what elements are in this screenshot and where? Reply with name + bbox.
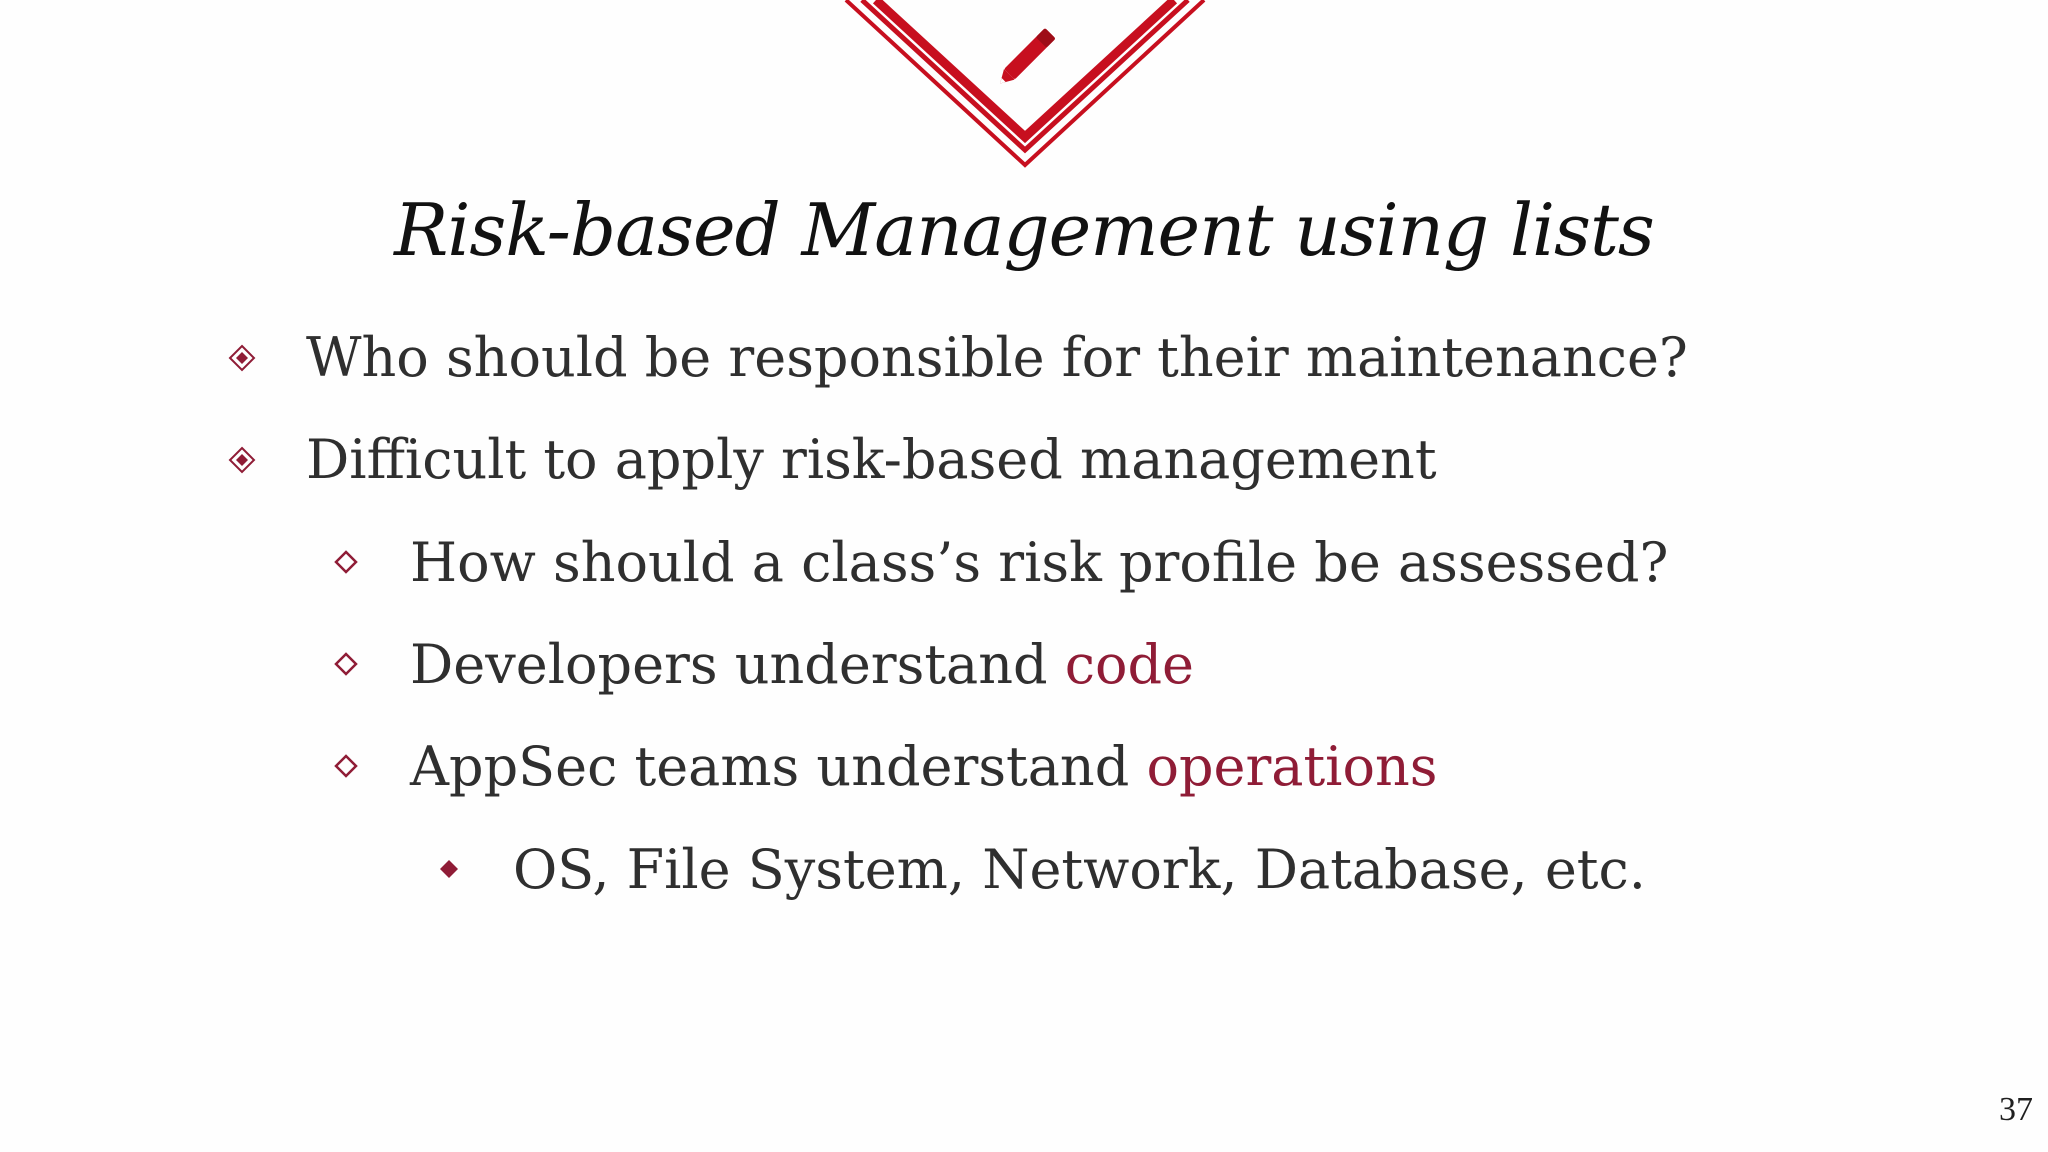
list-item-text: OS, File System, Network, Database, etc. <box>513 838 1646 901</box>
list-item-prefix: AppSec teams understand <box>410 735 1147 798</box>
list-item-text: Difficult to apply risk-based management <box>306 428 1437 491</box>
list-item-text <box>410 629 1194 701</box>
diamond-dot-bullet-icon <box>228 424 256 496</box>
slide-title: Risk-based Management using lists <box>394 188 1654 272</box>
hollow-diamond-bullet-icon <box>333 731 361 803</box>
diamond-dot-bullet-icon <box>228 322 256 394</box>
highlighted-word: operations <box>1146 735 1438 798</box>
list-item-text <box>410 731 1437 803</box>
list-item-prefix: Developers understand <box>410 633 1065 696</box>
list-item-text: Who should be responsible for their maintenance? <box>306 326 1688 389</box>
list-item-text: How should a class’s risk profile be assessed? <box>410 531 1669 594</box>
hollow-diamond-bullet-icon <box>333 527 361 599</box>
hollow-diamond-bullet-icon <box>333 629 361 701</box>
highlighted-word: code <box>1064 633 1195 696</box>
solid-diamond-bullet-icon <box>436 834 464 906</box>
page-number: 37 <box>1999 1091 2033 1128</box>
